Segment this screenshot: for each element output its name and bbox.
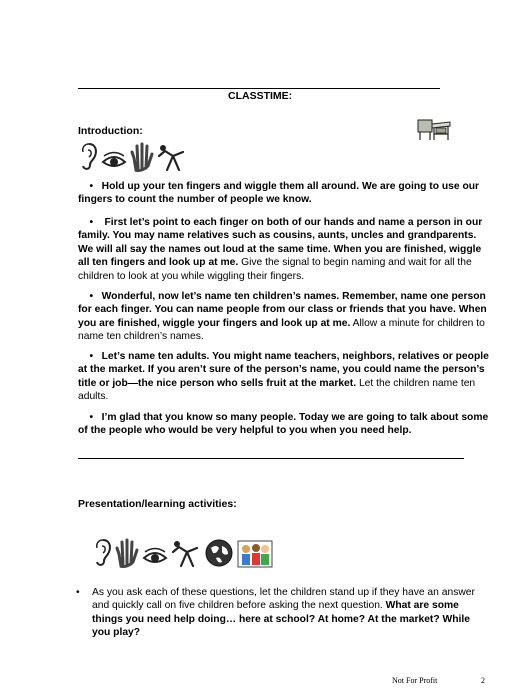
intro-item-1-bold: Hold up your ten fingers and wiggle them all around. We are going to use our fingers to count the number of people we know. [78,181,480,206]
eye-icon [101,150,127,177]
bullet: • [76,587,80,598]
intro-item-2-normal: Give the signal to begin naming and wait for all the children to look at you while wiggling their fingers. [78,257,472,282]
stretching-person-icon [171,538,201,573]
presentation-heading: Presentation/learning activities: [78,498,237,510]
children-group-icon [237,540,273,573]
intro-item-1 [78,180,490,207]
intro-icons [80,142,187,177]
intro-item-2 [78,216,490,283]
intro-item-3-bold: Wonderful, now let’s name ten children’s names. Remember, name one person for each finger. You can name people from our class or friends that you have. When you are finished, wiggle your fingers and look up at me. [78,291,487,329]
intro-item-4 [78,350,490,404]
presentation-item [76,586,490,640]
ear-icon [94,538,112,573]
middle-rule [78,458,464,459]
presentation-icons [94,538,273,573]
intro-heading: Introduction: [78,125,143,137]
intro-item-2-bold: First let’s point to each finger on both of our hands and name a person in our family. You may name relatives such as cousins, aunts, uncles and grandparents. We will all say the names out loud at the same time. When you are finished, wiggle all ten fingers and look up at me. [78,217,483,269]
bullet: • [78,412,102,423]
eye-icon [142,546,168,573]
section-title: CLASSTIME: [228,90,293,102]
hand-icon [130,142,154,177]
intro-item-3 [78,290,490,344]
globe-icon [204,538,234,573]
presentation-item-normal: As you ask each of these questions, let the children stand up if they have an answer and quickly call on five children before asking the next question. [92,587,475,612]
bullet: • [78,351,102,362]
footer-label: Not For Profit [392,676,438,685]
top-rule [78,88,440,89]
intro-item-5 [78,411,490,438]
hand-icon [115,538,139,573]
bullet: • [78,291,102,302]
intro-item-4-bold: Let’s name ten adults. You might name teachers, neighbors, relatives or people at the market. If you aren’t sure of the person’s name, you could name the person’s title or job—the nice person who sells fruit at the market. [78,351,489,389]
bullet: • [78,217,105,228]
intro-item-5-bold: I’m glad that you know so many people. Today we are going to talk about some of the people who would be very helpful to you when you need help. [78,412,489,437]
stretching-person-icon [157,142,187,177]
school-desk-icon [416,116,452,147]
presentation-item-bold: What are some things you need help doing… here at school? At home? At the market? While you play? [92,600,470,639]
bullet: • [78,181,102,192]
intro-item-4-normal: Let the children name ten adults. [78,377,476,403]
intro-item-3-normal: Allow a minute for children to name ten children’s names. [78,317,485,343]
page-number: 2 [481,676,485,685]
ear-icon [80,142,98,177]
